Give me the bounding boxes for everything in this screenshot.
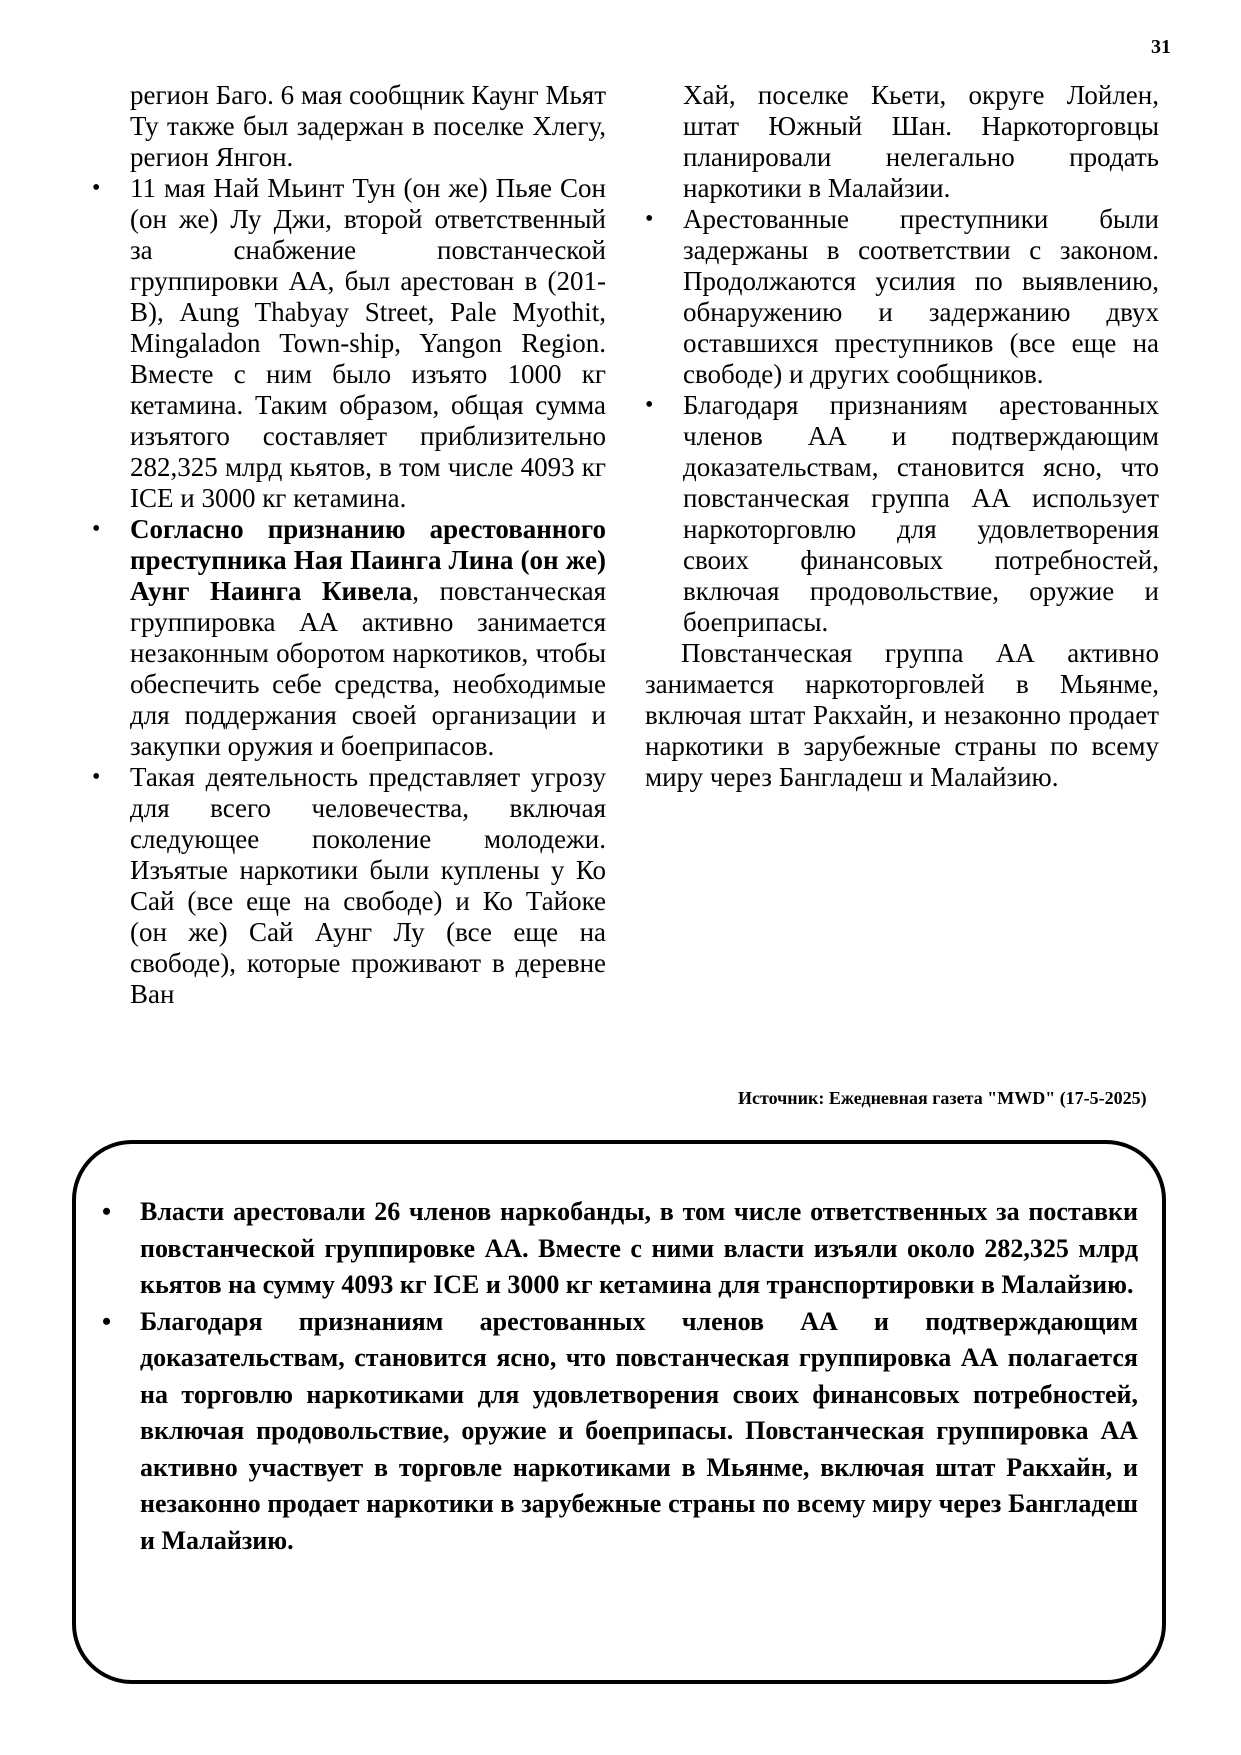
right-continuation-text: Хай, поселке Кьети, округе Лойлен, штат Южный Шан. Наркоторговцы планировали нелегально продать наркотики в Малайзии.: [683, 80, 1159, 203]
list-item: • Арестованные преступники были задержаны в соответствии с законом. Продолжаются усилия по выявлению, обнаружению и задержанию двух оставшихся преступников (все еще на свободе) и других сообщников.: [683, 204, 1159, 390]
list-item: [130, 173, 606, 514]
right-column: [645, 80, 1159, 793]
left-continuation-text: регион Баго. 6 мая сообщник Каунг Мьят Ту также был задержан в поселке Хлегу, регион Янгон.: [130, 80, 606, 172]
bullet-text: Такая деятельность представляет угрозу для всего человечества, включая следующее поколение молодежи. Изъятые наркотики были куплены у Ко Сай (все еще на свободе) и Ко Тайоке (он же) Сай Аунг Лу (все еще на свободе), которые проживают в деревне Ван: [130, 762, 606, 1009]
body-paragraph: Повстанческая группа АА активно занимается наркоторговлей в Мьянме, включая штат Ракхайн, и незаконно продает наркотики в зарубежные страны по всему миру через Бангладеш и Малайзию.: [645, 638, 1159, 792]
summary-item: • Благодаря признаниям арестованных членов АА и подтверждающим доказательствам, становится ясно, что повстанческая группировка АА полагается на торговлю наркотиками для удовлетворения своих финансовых потребностей, включая продовольствие, оружие и боеприпасы. Повстанческая группировка АА активно участвует в торговле наркотиками в Мьянме, включая штат Ракхайн, и незаконно продает наркотики в зарубежные страны по всему миру через Бангладеш и Малайзию.: [140, 1304, 1138, 1560]
list-item: • Благодаря признаниям арестованных членов АА и подтверждающим доказательствам, становится ясно, что повстанческая группа АА использует наркоторговлю для удовлетворения своих финансовых потребностей, включая продовольствие, оружие и боеприпасы.: [683, 390, 1159, 638]
right-bullet-list: [683, 204, 1159, 638]
left-column: [130, 80, 606, 1010]
list-item: [130, 762, 606, 1010]
bullet-bold-text: Согласно признанию арестованного преступника Ная Паинга Лина (он же) Аунг Наинга Кивела: [130, 514, 606, 606]
summary-item: • Власти арестовали 26 членов наркобанды, в том числе ответственных за поставки повстанческой группировке АА. Вместе с ними власти изъяли около 282,325 млрд кьятов на сумму 4093 кг ICE и 3000 кг кетамина для транспортировки в Малайзию.: [140, 1194, 1138, 1304]
list-item: [130, 514, 606, 762]
summary-list: [140, 1194, 1138, 1559]
page-number: 31: [1151, 36, 1171, 58]
source-citation: Источник: Ежедневная газета "MWD" (17-5-2025): [738, 1088, 1147, 1108]
bullet-text: 11 мая Най Мьинт Тун (он же) Пьяе Сон (он же) Лу Джи, второй ответственный за снабжение повстанческой группировки АА, был арестован в (201-B), Aung Thabyay Street, Pale Myothit, Mingaladon Town-ship, Yangon Region. Вместе с ним было изъято 1000 кг кетамина. Таким образом, общая сумма изъятого составляет приблизительно 282,325 млрд кьятов, в том числе 4093 кг ICE и 3000 кг кетамина.: [130, 173, 606, 513]
left-bullet-list: [130, 173, 606, 1010]
bullet-text: , повстанческая группировка АА активно занимается незаконным оборотом наркотиков, чтобы обеспечить себе средства, необходимые для поддержания своей организации и закупки оружия и боеприпасов.: [130, 576, 606, 761]
